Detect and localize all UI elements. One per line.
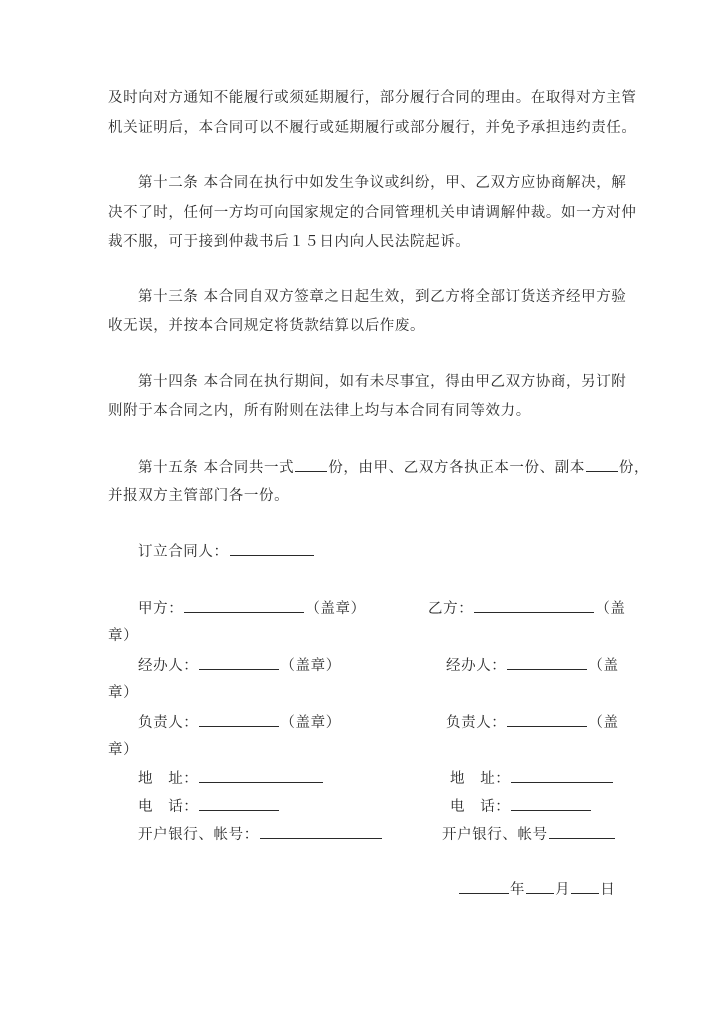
- party-a-label: 甲方：: [138, 601, 184, 617]
- seal-label: （盖章）: [280, 658, 341, 674]
- phone-a-blank[interactable]: [199, 796, 279, 811]
- agent-a-blank[interactable]: [199, 655, 279, 670]
- responsible-b-row: [446, 712, 619, 733]
- article-15-text: 份，: [618, 460, 650, 476]
- seal-label: （盖: [588, 715, 619, 731]
- address-b-blank[interactable]: [511, 768, 613, 783]
- seal-label: （盖章）: [305, 601, 366, 617]
- address-a-row: [138, 768, 324, 789]
- seal-label: （盖: [595, 601, 626, 617]
- phone-label: 电 话：: [138, 799, 199, 815]
- agent-b-blank[interactable]: [507, 655, 587, 670]
- article-15-text: 份，由甲、乙双方各执正本一份、副本: [328, 460, 585, 476]
- responsible-a-blank[interactable]: [199, 712, 279, 727]
- bank-label: 开户银行、帐号: [442, 827, 548, 843]
- day-blank[interactable]: [571, 879, 599, 894]
- phone-a-row: [138, 796, 280, 817]
- seal-label: （盖章）: [280, 715, 341, 731]
- bank-a-row: [138, 824, 383, 845]
- bank-b-blank[interactable]: [549, 824, 615, 839]
- address-label: 地 址：: [450, 771, 511, 787]
- duplicate-copies-blank[interactable]: [586, 457, 618, 472]
- agent-label: 经办人：: [446, 658, 507, 674]
- article-13-line: 收无误，并按本合同规定将货款结算以后作废。: [108, 318, 426, 334]
- phone-label: 电 话：: [450, 799, 511, 815]
- day-label: 日: [600, 882, 616, 898]
- address-b-row: [450, 768, 614, 789]
- article-15-text: 第十五条 本合同共一式: [138, 460, 295, 476]
- copies-blank[interactable]: [295, 457, 327, 472]
- party-b-blank[interactable]: [474, 598, 594, 613]
- article-15-line: [138, 457, 649, 478]
- bank-b-row: [442, 824, 616, 845]
- month-blank[interactable]: [526, 879, 554, 894]
- agent-b-row: [446, 655, 619, 676]
- seal-wrap: 章）: [108, 628, 139, 644]
- phone-b-blank[interactable]: [511, 796, 591, 811]
- responsible-b-blank[interactable]: [507, 712, 587, 727]
- signatory-row: [138, 541, 315, 562]
- article-14-line: 则附于本合同之内，所有附则在法律上均与本合同有同等效力。: [108, 403, 531, 419]
- paragraph-line: 机关证明后，本合同可以不履行或延期履行或部分履行，并免予承担违约责任。: [108, 120, 637, 136]
- date-row: [458, 879, 615, 900]
- agent-label: 经办人：: [138, 658, 199, 674]
- responsible-label: 负责人：: [138, 715, 199, 731]
- article-12-line: 裁不服，可于接到仲裁书后１５日内向人民法院起诉。: [108, 234, 471, 250]
- bank-label: 开户银行、帐号：: [138, 827, 259, 843]
- party-a-blank[interactable]: [184, 598, 304, 613]
- bank-a-blank[interactable]: [260, 824, 382, 839]
- address-a-blank[interactable]: [199, 768, 323, 783]
- paragraph-line: 及时向对方通知不能履行或须延期履行，部分履行合同的理由。在取得对方主管: [108, 90, 637, 106]
- agent-a-row: [138, 655, 341, 676]
- party-a-row: [138, 598, 366, 619]
- year-blank[interactable]: [459, 879, 509, 894]
- signatory-blank[interactable]: [230, 541, 314, 556]
- party-b-label: 乙方：: [428, 601, 474, 617]
- article-12-line: 决不了时，任何一方均可向国家规定的合同管理机关申请调解仲裁。如一方对仲: [108, 205, 637, 221]
- article-13-line: 第十三条 本合同自双方签章之日起生效，到乙方将全部订货送齐经甲方验: [138, 289, 627, 305]
- phone-b-row: [450, 796, 592, 817]
- seal-wrap: 章）: [108, 742, 139, 758]
- seal-wrap: 章）: [108, 685, 139, 701]
- party-b-row: [428, 598, 626, 619]
- article-12-line: 第十二条 本合同在执行中如发生争议或纠纷，甲、乙双方应协商解决，解: [138, 175, 627, 191]
- article-14-line: 第十四条 本合同在执行期间，如有未尽事宜，得由甲乙双方协商，另订附: [138, 374, 627, 390]
- address-label: 地 址：: [138, 771, 199, 787]
- seal-label: （盖: [588, 658, 619, 674]
- year-label: 年: [510, 882, 526, 898]
- article-15-line: 并报双方主管部门各一份。: [108, 488, 290, 504]
- responsible-label: 负责人：: [446, 715, 507, 731]
- signatory-label: 订立合同人：: [138, 544, 229, 560]
- month-label: 月: [555, 882, 571, 898]
- responsible-a-row: [138, 712, 341, 733]
